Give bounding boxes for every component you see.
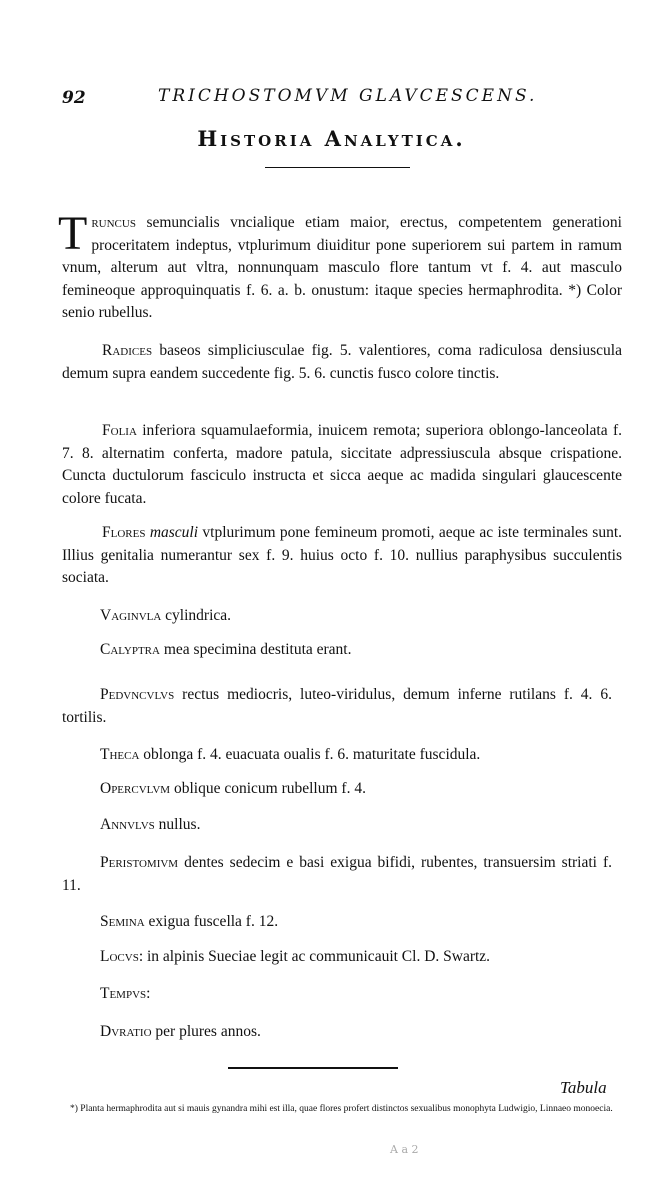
lead-word: Pedvncvlvs: [100, 686, 175, 703]
item-text: per plures annos.: [151, 1023, 261, 1040]
paragraph-text: inferiora squamulaeformia, inuicem remota; superiora oblongo-lanceolata f. 7. 8. alternatim conferta, madore patula, siccitate adpressiuscula absque crispatione. Cuncta ductulorum fasciculo instructa et sicca aeque ac madida singulari glaucescente colore fucata.: [62, 422, 622, 507]
running-head: TRICHOSTOMVM GLAVCESCENS.: [158, 86, 538, 106]
lead-word: Annvlvs: [100, 816, 155, 833]
italic-word: masculi: [149, 524, 199, 541]
lead-word: runcus: [91, 214, 136, 231]
lead-word: Folia: [102, 422, 137, 439]
item-text: dentes sedecim e basi exigua bifidi, rubentes, transuersim striati f. 11.: [62, 854, 612, 894]
paragraph-truncus: [58, 207, 622, 325]
lead-word: Locvs: [100, 948, 139, 965]
item-peristomium: [62, 852, 612, 897]
item-annulus: [100, 814, 200, 837]
item-text: cylindrica.: [161, 607, 232, 624]
item-duratio: [100, 1021, 261, 1044]
lead-word: Radices: [102, 342, 153, 359]
ornamental-rule: [228, 1067, 398, 1069]
item-tempus: [100, 983, 150, 1006]
title-rule: [265, 167, 410, 168]
paragraph-flores: [62, 522, 622, 590]
signature-mark: A a 2: [390, 1143, 419, 1156]
lead-word: Semina: [100, 913, 145, 930]
item-semina: [100, 911, 278, 934]
paragraph-radices: [62, 340, 622, 385]
lead-word: Flores: [102, 524, 146, 541]
lead-word: Peristomivm: [100, 854, 179, 871]
item-text: mea specimina destituta erant.: [159, 641, 352, 658]
footnote: *) Planta hermaphrodita aut si mauis gynandra mihi est illa, quae flores profert distinctos sexualibus monophyta Ludwigio, Linnaeo monoecia.: [70, 1104, 613, 1114]
paragraph-folia: [62, 420, 622, 510]
lead-word: Calyptra: [100, 641, 160, 658]
item-text: :: [146, 985, 151, 1002]
item-locus: [100, 946, 490, 969]
item-text: rectus mediocris, luteo-viridulus, demum inferne rutilans f. 4. 6. tortilis.: [62, 686, 612, 726]
paragraph-text: semuncialis vncialique etiam maior, erectus, competentem generationi proceritatem indeptus, vtplurimum diuiditur pone superiorem sui partem in ramum vnum, alterum aut vltra, nonnunquam masculo flore tantum vt f. 4. aut masculo femineoque approquinquatis f. 6. a. b. onustum: itaque species hermaphrodita. *) Color senio rubellus.: [62, 214, 622, 321]
item-text: exigua fuscella f. 12.: [144, 913, 279, 930]
lead-word: Dvratio: [100, 1023, 152, 1040]
lead-word: Theca: [100, 746, 140, 763]
lead-word: Tempvs: [100, 985, 147, 1002]
catchword: Tabula: [560, 1078, 607, 1097]
item-text: : in alpinis Sueciae legit ac communicauit Cl. D. Swartz.: [138, 948, 491, 965]
item-vaginula: [100, 605, 231, 628]
lead-word: Vaginvla: [100, 607, 162, 624]
item-text: oblonga f. 4. euacuata oualis f. 6. maturitate fuscidula.: [139, 746, 481, 763]
item-calyptra: [100, 639, 352, 662]
item-pedunculus: [62, 684, 612, 729]
item-text: oblique conicum rubellum f. 4.: [170, 780, 366, 797]
item-operculum: [100, 778, 366, 801]
paragraph-text: vtplurimum pone femineum promoti, aeque ac iste terminales sunt. Illius genitalia numerantur sex f. 9. huius octo f. 10. nullius paraphysibus succulentis sociata.: [62, 524, 622, 586]
paragraph-text: baseos simpliciusculae fig. 5. valentiores, coma radiculosa densiuscula demum supra eandem succedente fig. 5. 6. cunctis fusco colore tinctis.: [62, 342, 622, 382]
lead-word: Opercvlvm: [100, 780, 171, 797]
section-title: Historia Analytica.: [197, 126, 466, 151]
page-number: 92: [62, 88, 86, 108]
drop-cap: T: [58, 207, 88, 260]
item-theca: [100, 744, 480, 767]
item-text: nullus.: [154, 816, 201, 833]
